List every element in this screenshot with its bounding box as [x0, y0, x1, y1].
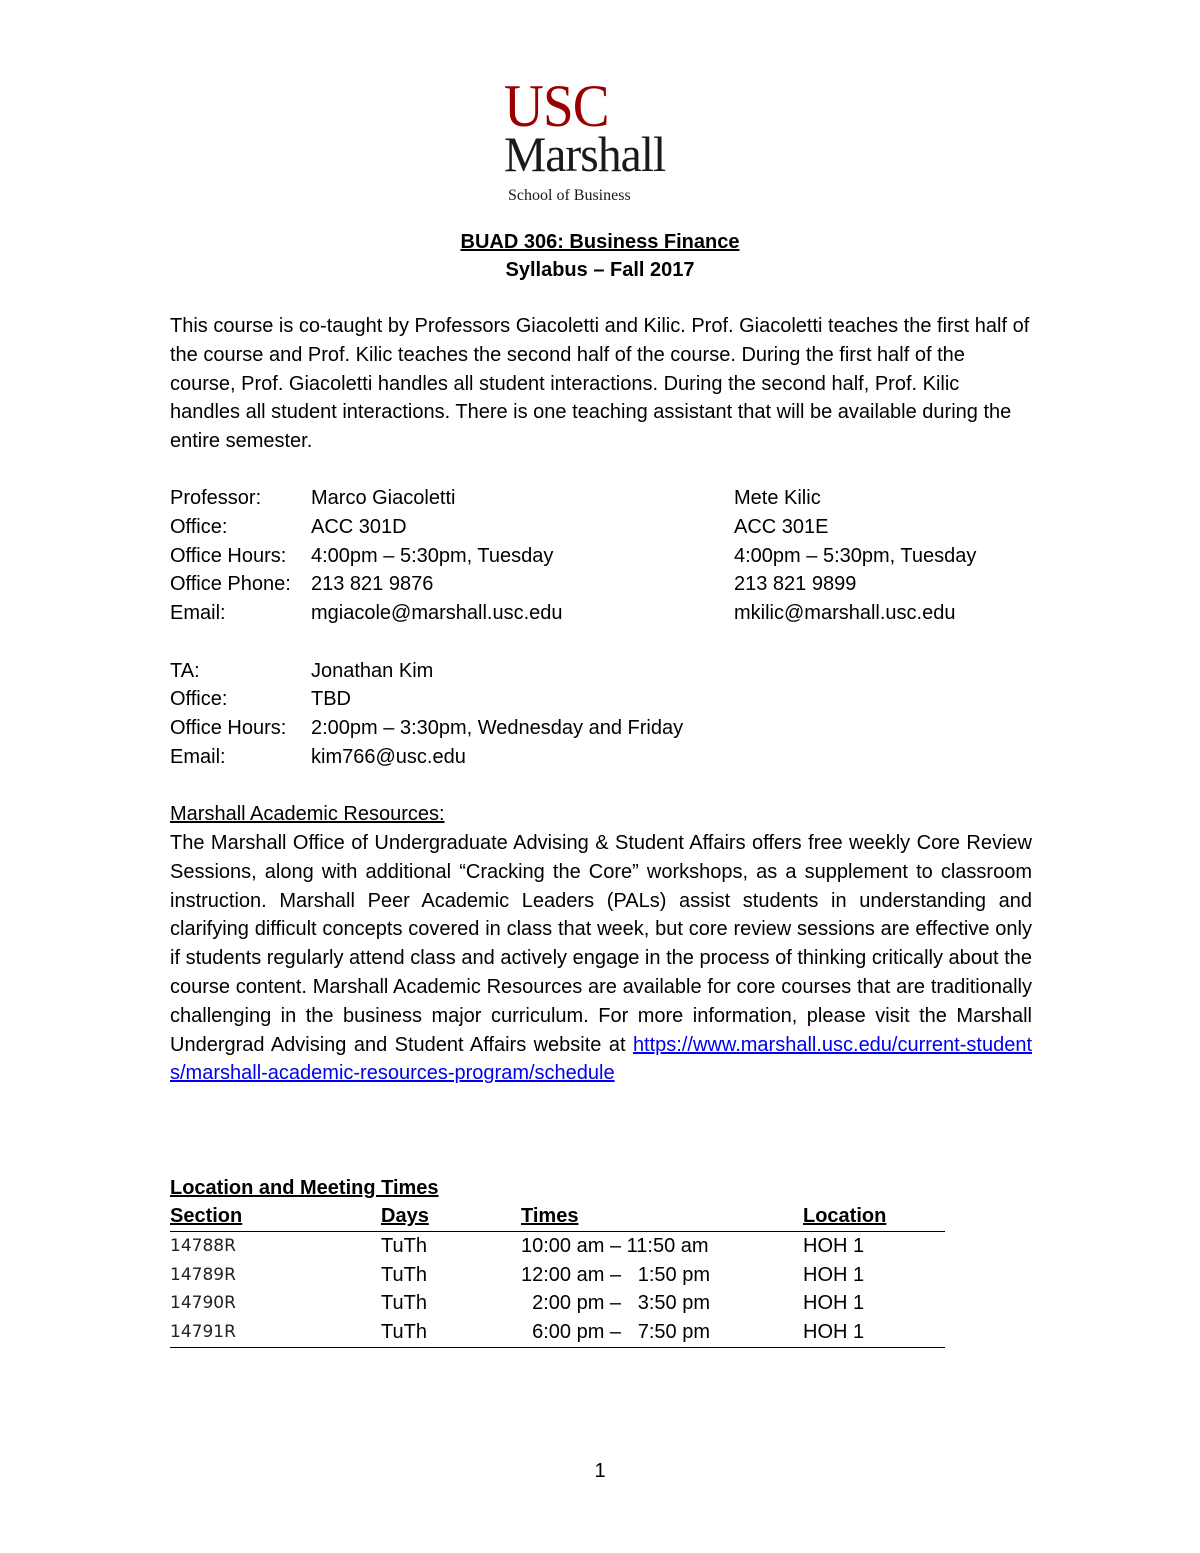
- professor-row: [170, 484, 1070, 513]
- prof1-name: Marco Giacoletti: [311, 487, 456, 509]
- meetings-table: [170, 1202, 945, 1348]
- usc-logo-text: USC: [504, 73, 609, 139]
- times-cell: 6:00 pm – 7:50 pm: [521, 1318, 803, 1347]
- office-row: [170, 513, 1070, 542]
- location-cell: HOH 1: [803, 1263, 865, 1286]
- meetings-heading: Location and Meeting Times: [170, 1177, 439, 1199]
- table-row: [170, 1261, 945, 1290]
- table-row: [170, 1289, 945, 1318]
- ta-office-hours: 2:00pm – 3:30pm, Wednesday and Friday: [311, 717, 684, 739]
- page-number: 1: [594, 1460, 606, 1482]
- ta-email: kim766@usc.edu: [311, 746, 466, 768]
- marshall-logo-text: Marshall: [504, 126, 666, 182]
- prof1-email: mgiacole@marshall.usc.edu: [311, 602, 563, 624]
- prof2-phone: 213 821 9899: [734, 573, 857, 595]
- ta-email-row: [170, 743, 1070, 772]
- resources-heading: Marshall Academic Resources:: [170, 803, 445, 825]
- col-section: Section: [170, 1202, 381, 1231]
- col-times: Times: [521, 1202, 803, 1231]
- col-location: Location: [803, 1202, 945, 1231]
- times-cell: 2:00 pm – 3:50 pm: [521, 1292, 710, 1315]
- office-hours-row: [170, 542, 1070, 571]
- ta-office: TBD: [311, 688, 351, 710]
- days-cell: TuTh: [381, 1292, 427, 1315]
- intro-paragraph: This course is co-taught by Professors Giacoletti and Kilic. Prof. Giacoletti teaches the first half of the course and Prof. Kilic teaches the second half of the course. During the first half of the course, Prof. Giacoletti handles all student interactions. During the second half, Prof. Kilic handles all student interactions. There is one teaching assistant that will be available during the entire semester.: [170, 315, 1030, 453]
- ta-office-hours-label: Office Hours:: [170, 717, 287, 739]
- prof2-name: Mete Kilic: [734, 487, 821, 509]
- ta-row: [170, 657, 1070, 686]
- syllabus-term: Syllabus – Fall 2017: [505, 259, 695, 281]
- section-cell: 14790R: [170, 1293, 236, 1314]
- email-row: [170, 599, 1070, 628]
- ta-office-label: Office:: [170, 688, 228, 710]
- ta-name: Jonathan Kim: [311, 660, 434, 682]
- email-label: Email:: [170, 602, 226, 624]
- prof1-office-hours: 4:00pm – 5:30pm, Tuesday: [311, 545, 554, 567]
- location-cell: HOH 1: [803, 1292, 865, 1315]
- resources-paragraph: [170, 829, 1032, 1088]
- office-phone-label: Office Phone:: [170, 573, 291, 595]
- days-cell: TuTh: [381, 1234, 427, 1257]
- ta-office-row: [170, 685, 1070, 714]
- office-phone-row: [170, 570, 1070, 599]
- col-days: Days: [381, 1202, 521, 1231]
- office-label: Office:: [170, 516, 228, 538]
- table-header-row: [170, 1202, 945, 1231]
- prof1-phone: 213 821 9876: [311, 573, 434, 595]
- location-cell: HOH 1: [803, 1318, 945, 1347]
- ta-office-hours-row: [170, 714, 1070, 743]
- course-title: BUAD 306: Business Finance: [460, 231, 740, 253]
- section-cell: 14788R: [170, 1235, 236, 1256]
- times-cell: 12:00 am – 1:50 pm: [521, 1263, 711, 1286]
- days-cell: TuTh: [381, 1263, 427, 1286]
- prof2-office: ACC 301E: [734, 516, 829, 538]
- resources-link[interactable]: https://www.marshall.usc.edu/current-students/marshall-academic-resources-program/schedule: [170, 1033, 1032, 1085]
- section-cell: 14791R: [170, 1318, 381, 1347]
- prof2-email: mkilic@marshall.usc.edu: [734, 602, 956, 624]
- section-cell: 14789R: [170, 1264, 236, 1285]
- table-row: [170, 1231, 945, 1260]
- office-hours-label: Office Hours:: [170, 545, 287, 567]
- ta-email-label: Email:: [170, 746, 226, 768]
- location-cell: HOH 1: [803, 1234, 865, 1257]
- prof1-office: ACC 301D: [311, 516, 407, 538]
- resources-body: The Marshall Office of Undergraduate Advising & Student Affairs offers free weekly Core Review Sessions, along with additional “Cracking the Core” workshops, as a supplement to classroom instruction. Marshall Peer Academic Leaders (PALs) assist students in understanding and clarifying difficult concepts covered in class that week, but core review sessions are effective only if students regularly attend class and actively engage in the process of thinking critically about the course content. Marshall Academic Resources are available for core courses that are traditionally challenging in the business major curriculum. For more information, please visit the Marshall Undergrad Advising and Student Affairs website at: [170, 832, 1032, 1056]
- table-row: [170, 1318, 945, 1347]
- days-cell: TuTh: [381, 1318, 521, 1347]
- times-cell: 10:00 am – 11:50 am: [521, 1234, 709, 1257]
- prof2-office-hours: 4:00pm – 5:30pm, Tuesday: [734, 545, 977, 567]
- professor-label: Professor:: [170, 487, 262, 509]
- school-of-business-logo-text: School of Business: [508, 187, 631, 204]
- ta-label: TA:: [170, 660, 200, 682]
